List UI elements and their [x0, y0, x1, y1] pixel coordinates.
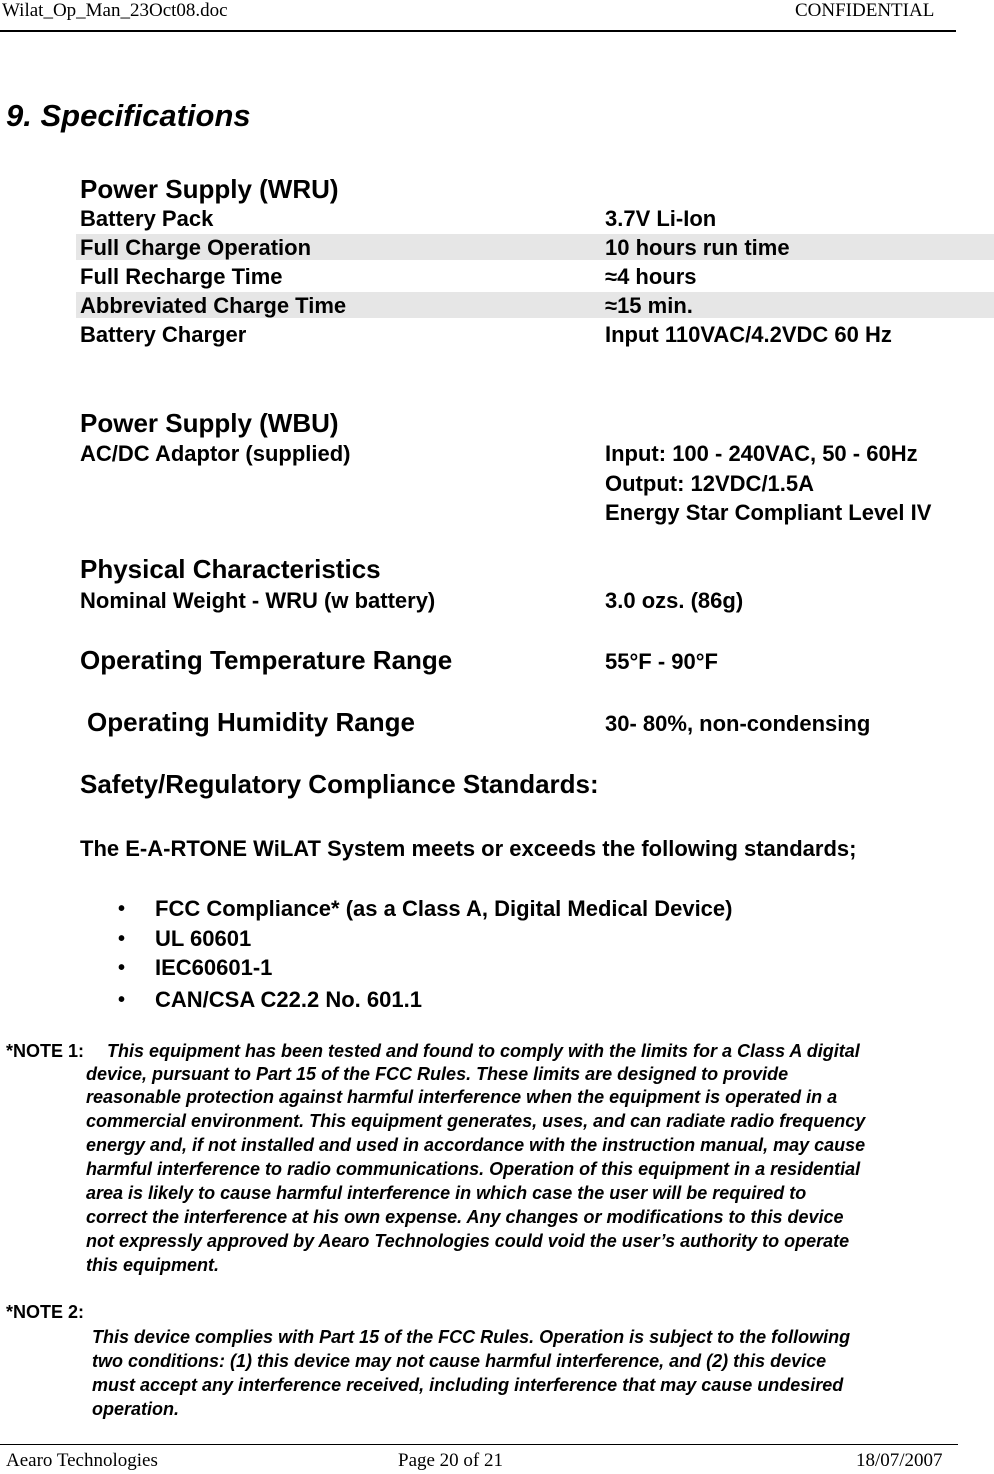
spec-label: AC/DC Adaptor (supplied)	[80, 441, 351, 466]
note1-line: harmful interference to radio communications. Operation of this equipment in a residential	[86, 1159, 861, 1179]
note2-line: must accept any interference received, including interference that may cause undesired	[92, 1375, 844, 1395]
note1-line: commercial environment. This equipment generates, uses, and can radiate radio frequency	[86, 1111, 866, 1131]
spec-label: Battery Pack	[80, 206, 214, 231]
header-rule	[0, 30, 956, 32]
compliance-intro: The E-A-RTONE WiLAT System meets or exceeds the following standards;	[80, 836, 857, 861]
header-classification: CONFIDENTIAL	[795, 0, 935, 21]
spec-value: 10 hours run time	[605, 235, 790, 260]
compliance-heading: Safety/Regulatory Compliance Standards:	[80, 769, 599, 799]
spec-label: Battery Charger	[80, 322, 247, 347]
physical-heading: Physical Characteristics	[80, 554, 381, 584]
spec-label: Nominal Weight - WRU (w battery)	[80, 588, 436, 613]
footer-company: Aearo Technologies	[6, 1450, 158, 1471]
bullet-icon: •	[118, 957, 126, 979]
header-filename: Wilat_Op_Man_23Oct08.doc	[2, 0, 228, 21]
note1-line: this equipment.	[86, 1255, 220, 1275]
list-item: UL 60601	[155, 926, 252, 951]
spec-value: 3.7V Li-Ion	[605, 206, 717, 231]
note1-line: This equipment has been tested and found to comply with the limits for a Class A digital	[107, 1041, 860, 1061]
spec-value: Input 110VAC/4.2VDC 60 Hz	[605, 322, 892, 347]
footer-page-number: Page 20 of 21	[398, 1450, 504, 1471]
section-title: 9. Specifications	[6, 98, 251, 133]
spec-value: Output: 12VDC/1.5A	[605, 471, 815, 496]
list-item: FCC Compliance* (as a Class A, Digital Medical Device)	[155, 896, 733, 921]
note2-label: *NOTE 2:	[6, 1302, 85, 1322]
list-item: CAN/CSA C22.2 No. 601.1	[155, 987, 422, 1012]
humidity-heading: Operating Humidity Range	[87, 707, 415, 737]
footer-date: 18/07/2007	[856, 1450, 943, 1471]
note1-line: reasonable protection against harmful interference when the equipment is operated in a	[86, 1087, 838, 1107]
list-item: IEC60601-1	[155, 955, 273, 980]
note1-line: correct the interference at his own expense. Any changes or modifications to this device	[86, 1207, 844, 1227]
spec-label: Abbreviated Charge Time	[80, 293, 347, 318]
bullet-icon: •	[118, 989, 126, 1011]
spec-value: ≈15 min.	[605, 293, 693, 318]
power-wbu-heading: Power Supply (WBU)	[80, 408, 339, 438]
note1-label: *NOTE 1:	[6, 1041, 85, 1061]
spec-label: Full Charge Operation	[80, 235, 312, 260]
spec-value: ≈4 hours	[605, 264, 697, 289]
spec-value: 3.0 ozs. (86g)	[605, 588, 744, 613]
note1-line: energy and, if not installed and used in accordance with the instruction manual, may cause	[86, 1135, 866, 1155]
spec-value: Energy Star Compliant Level IV	[605, 500, 932, 525]
temperature-heading: Operating Temperature Range	[80, 645, 453, 675]
spec-label: Full Recharge Time	[80, 264, 283, 289]
note1-line: device, pursuant to Part 15 of the FCC Rules. These limits are designed to provide	[86, 1064, 789, 1084]
bullet-icon: •	[118, 928, 126, 950]
note2-line: operation.	[92, 1399, 180, 1419]
note2-line: This device complies with Part 15 of the FCC Rules. Operation is subject to the following	[92, 1327, 851, 1347]
humidity-value: 30- 80%, non-condensing	[605, 711, 871, 736]
power-wru-heading: Power Supply (WRU)	[80, 174, 339, 204]
temperature-value: 55°F - 90°F	[605, 649, 718, 674]
spec-value: Input: 100 - 240VAC, 50 - 60Hz	[605, 441, 918, 466]
bullet-icon: •	[118, 898, 126, 920]
footer-rule	[0, 1444, 958, 1445]
note2-line: two conditions: (1) this device may not cause harmful interference, and (2) this device	[92, 1351, 827, 1371]
note1-line: area is likely to cause harmful interference in which case the user will be required to	[86, 1183, 807, 1203]
note1-line: not expressly approved by Aearo Technologies could void the user’s authority to operate	[86, 1231, 850, 1251]
